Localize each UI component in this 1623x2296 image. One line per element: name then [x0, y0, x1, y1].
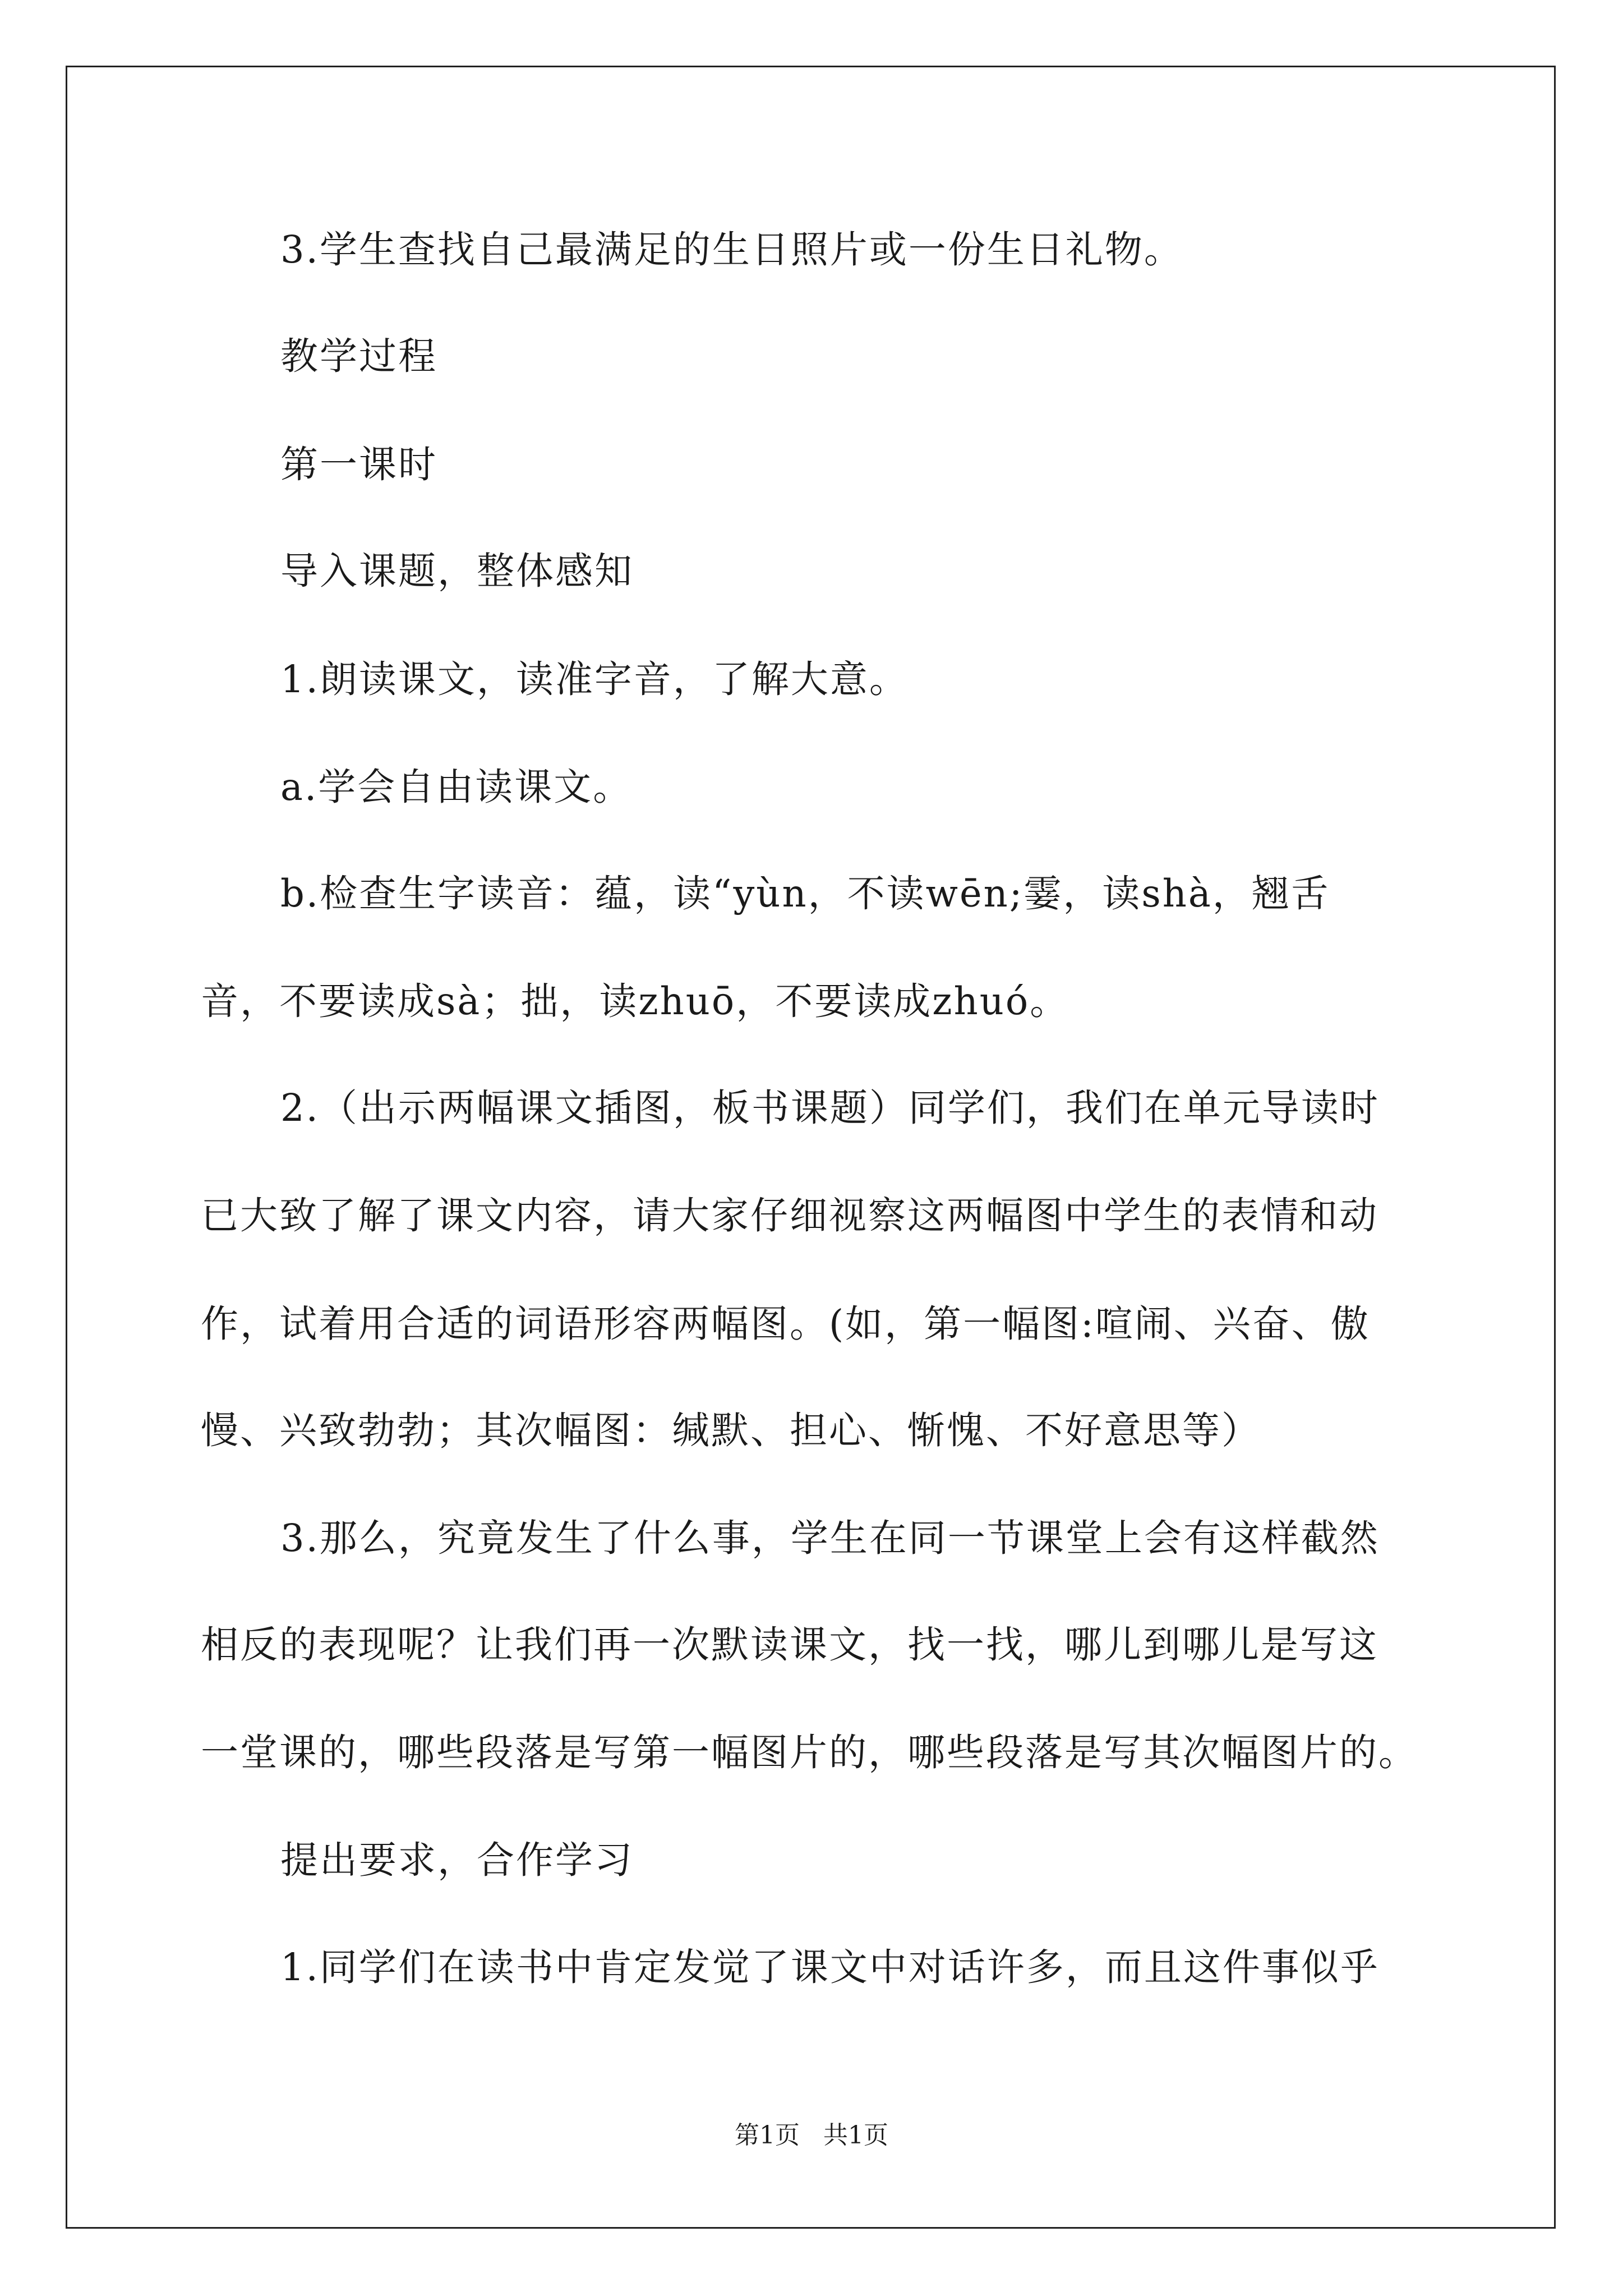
- section-heading: 导入课题，整体感知: [280, 549, 634, 593]
- paragraph-line: 3.那么，究竟发生了什么事，学生在同一节课堂上会有这样截然: [280, 1516, 1380, 1560]
- section-heading: 提出要求，合作学习: [280, 1838, 634, 1882]
- paragraph-line: b.检查生字读音：蕴，读“yùn，不读wēn;霎，读shà，翘舌: [280, 872, 1330, 915]
- page-footer: 第1页 共1页: [735, 2121, 888, 2150]
- paragraph-line: 音，不要读成sà；拙，读zhuō，不要读成zhuó。: [201, 979, 1069, 1023]
- paragraph-line: a.学会自由读课文。: [280, 765, 633, 809]
- section-heading: 第一课时: [280, 443, 437, 486]
- paragraph-line: 慢、兴致勃勃；其次幅图：缄默、担心、惭愧、不好意思等）: [201, 1409, 1261, 1452]
- paragraph-line: 1.朗读课文，读准字音，了解大意。: [280, 657, 909, 701]
- paragraph-line: 相反的表现呢？让我们再一次默读课文，找一找，哪儿到哪儿是写这: [201, 1623, 1378, 1667]
- paragraph-line: 一堂课的，哪些段落是写第一幅图片的，哪些段落是写其次幅图片的。: [201, 1731, 1418, 1774]
- paragraph-line: 作，试着用合适的词语形容两幅图。(如，第一幅图:喧闹、兴奋、傲: [201, 1302, 1370, 1346]
- paragraph-line: 3.学生查找自己最满足的生日照片或一份生日礼物。: [280, 228, 1183, 272]
- paragraph-line: 已大致了解了课文内容，请大家仔细视察这两幅图中学生的表情和动: [201, 1194, 1378, 1237]
- section-heading: 教学过程: [280, 334, 437, 378]
- paragraph-line: 1.同学们在读书中肯定发觉了课文中对话许多，而且这件事似乎: [280, 1945, 1380, 1989]
- page-border: [66, 66, 1556, 2229]
- paragraph-line: 2.（出示两幅课文插图，板书课题）同学们，我们在单元导读时: [280, 1086, 1380, 1130]
